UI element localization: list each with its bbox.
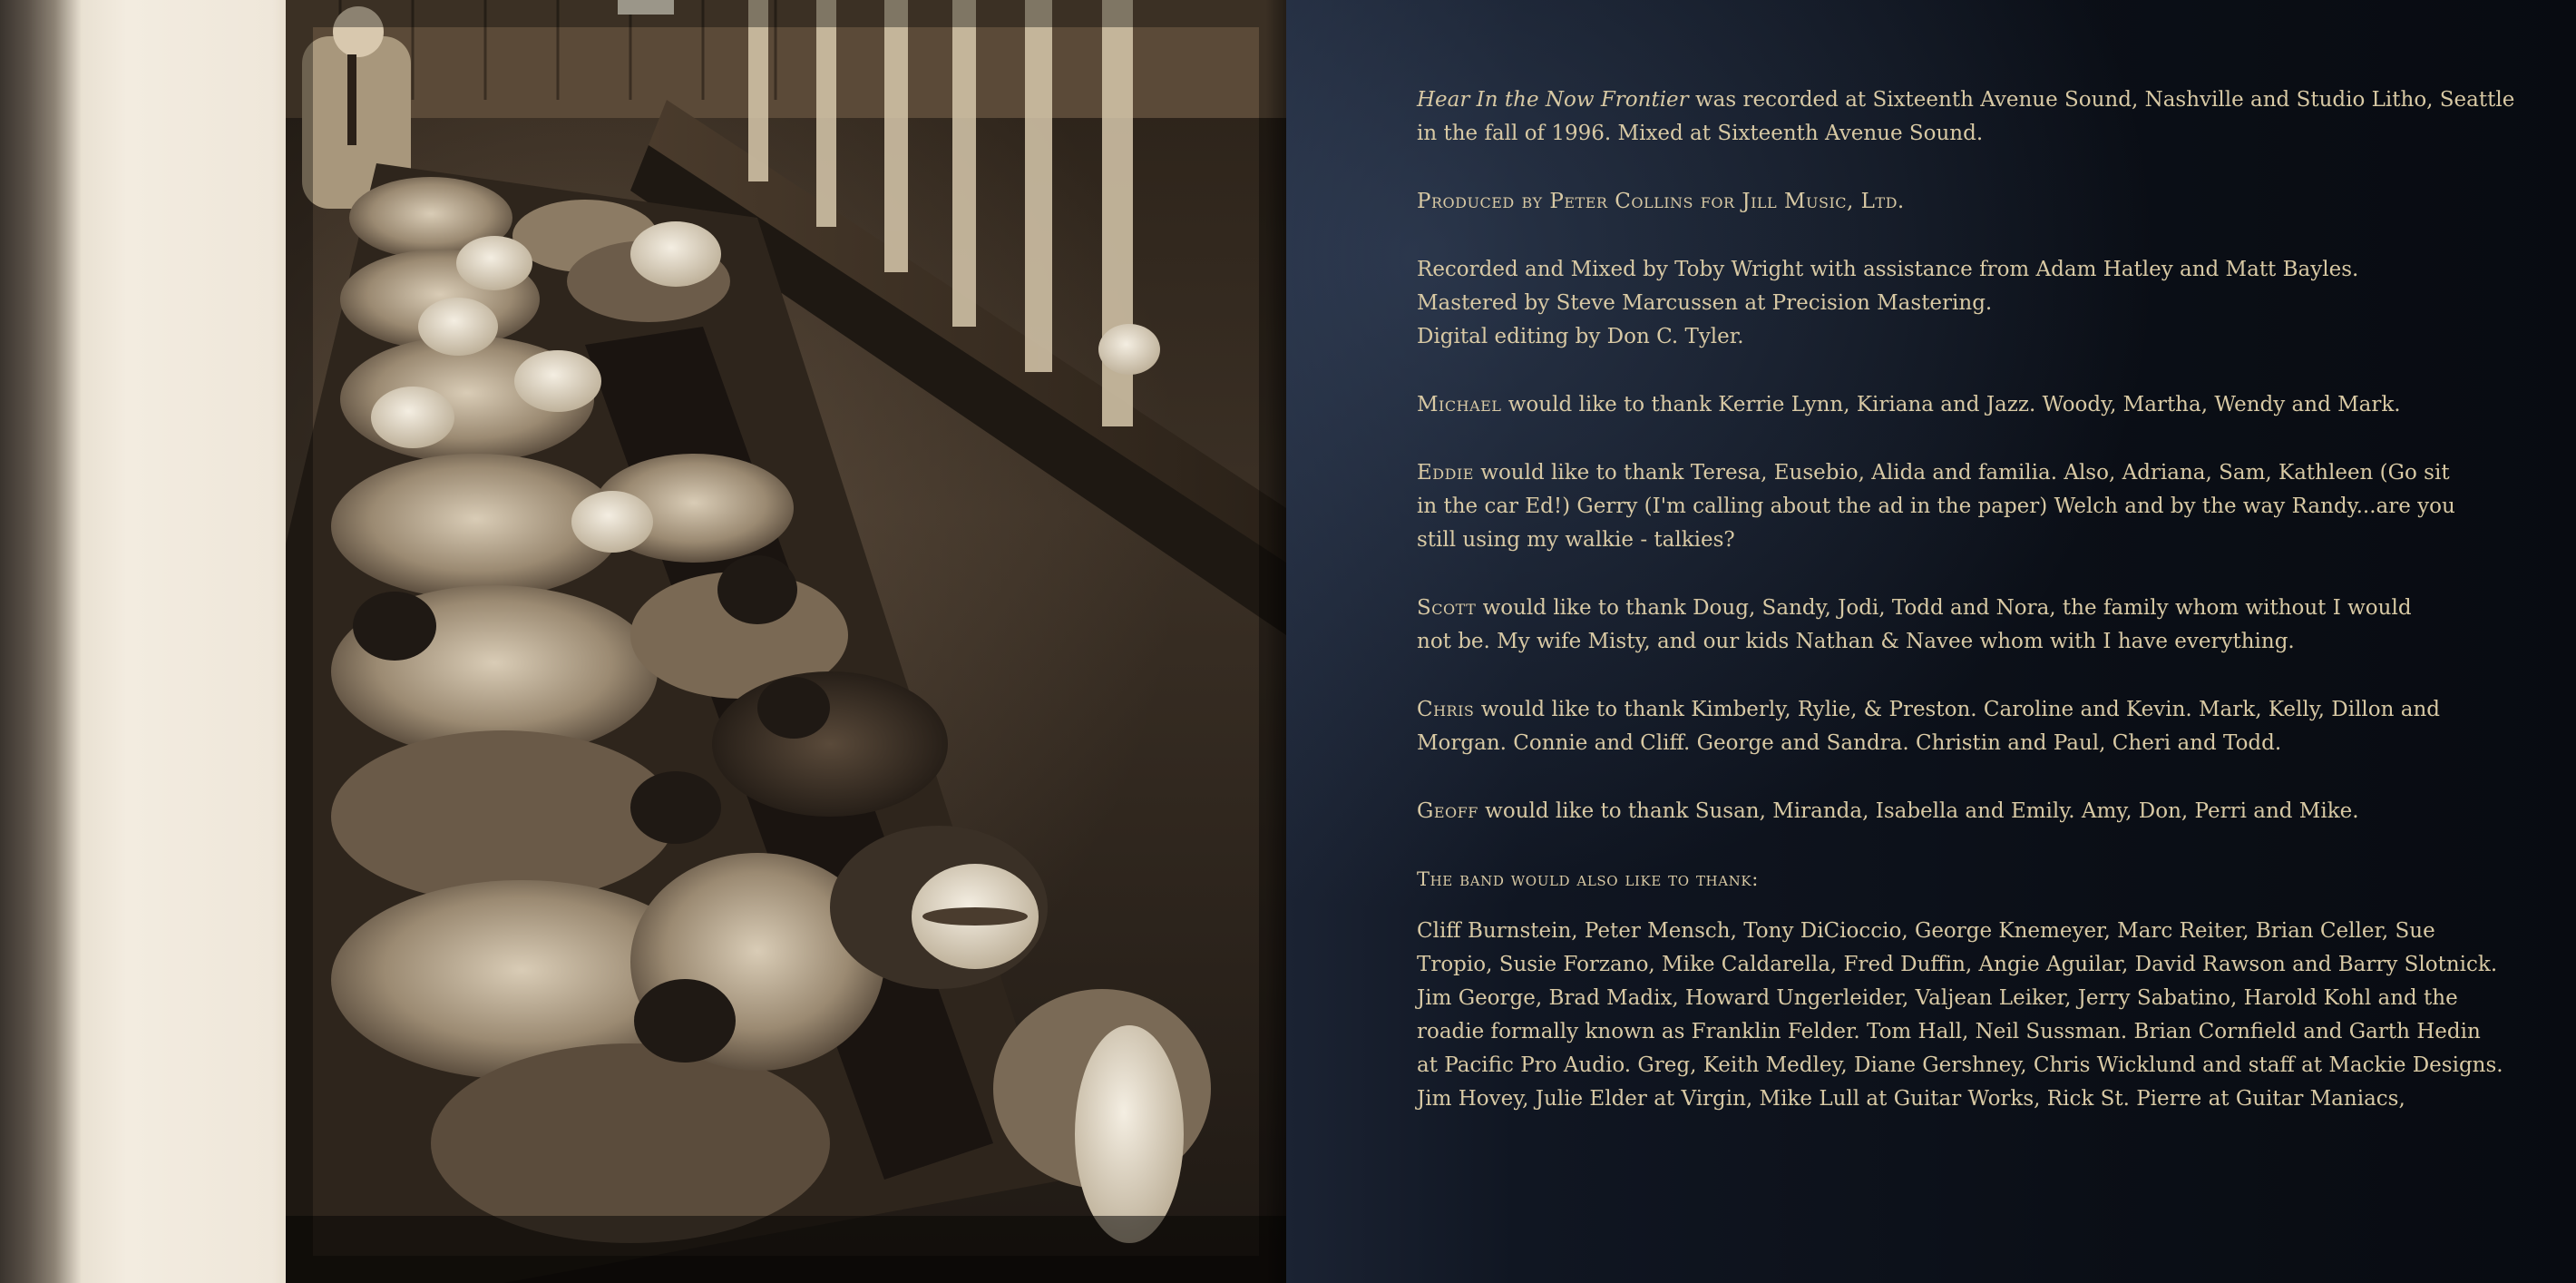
right-page: [1286, 0, 2576, 1283]
thanks-chris: [1417, 693, 2542, 760]
engineering-line-3: Digital editing by Don C. Tyler.: [1417, 325, 1744, 348]
sepia-crowd-photo: [286, 0, 1286, 1283]
member-name: Scott: [1417, 596, 1477, 620]
recording-text: was recorded at Sixteenth Avenue Sound, Nashville and Studio Litho, Seattle: [1688, 88, 2515, 112]
engineering-credits: [1417, 253, 2542, 354]
engineering-line-1: Recorded and Mixed by Toby Wright with assistance from Adam Hatley and Matt Bayles.: [1417, 258, 2359, 281]
thanks-text: would like to thank Kerrie Lynn, Kiriana and Jazz. Woody, Martha, Wendy and Mark.: [1501, 393, 2401, 416]
thanks-scott: [1417, 592, 2542, 659]
band-thanks-line: roadie formally known as Franklin Felder. Tom Hall, Neil Sussman. Brian Cornfield and Garth Hedin: [1417, 1020, 2481, 1043]
producer-credit: [1417, 185, 2542, 219]
thanks-michael: [1417, 388, 2542, 422]
recording-line-1: [1417, 83, 2542, 117]
photo-illustration: [286, 0, 1286, 1283]
thanks-text: would like to thank Doug, Sandy, Jodi, Todd and Nora, the family whom without I would: [1476, 596, 2412, 620]
member-name: Michael: [1417, 393, 1502, 416]
band-thanks-line: Jim George, Brad Madix, Howard Ungerleider, Valjean Leiker, Jerry Sabatino, Harold Kohl and the: [1417, 986, 2458, 1010]
band-thanks-line: at Pacific Pro Audio. Greg, Keith Medley, Diane Gershney, Chris Wicklund and staff at Mackie Designs.: [1417, 1053, 2503, 1077]
recording-info: [1417, 83, 2542, 151]
thanks-geoff: [1417, 795, 2542, 828]
liner-notes-credits: [1417, 83, 2542, 1151]
thanks-text: would like to thank Susan, Miranda, Isabella and Emily. Amy, Don, Perri and Mike.: [1478, 799, 2359, 823]
band-thanks-list: [1417, 915, 2542, 1116]
producer-line: Produced by Peter Collins for Jill Music, Ltd.: [1417, 190, 1905, 213]
album-title: Hear In the Now Frontier: [1417, 88, 1689, 112]
thanks-text: would like to thank Teresa, Eusebio, Alida and familia. Also, Adriana, Sam, Kathleen (Go sit: [1473, 461, 2450, 485]
recording-line-2: in the fall of 1996. Mixed at Sixteenth Avenue Sound.: [1417, 122, 1984, 145]
left-page: [0, 0, 1286, 1283]
band-thanks-heading-block: [1417, 863, 2542, 896]
thanks-text: still using my walkie - talkies?: [1417, 528, 1735, 552]
member-name: Chris: [1417, 698, 1475, 721]
member-name: Geoff: [1417, 799, 1478, 823]
band-thanks-line: Tropio, Susie Forzano, Mike Caldarella, Fred Duffin, Angie Aguilar, David Rawson and Barry Slotnick.: [1417, 953, 2498, 976]
band-thanks-line: Cliff Burnstein, Peter Mensch, Tony DiCioccio, George Knemeyer, Marc Reiter, Brian Celler, Sue: [1417, 919, 2435, 943]
thanks-eddie: [1417, 456, 2542, 557]
thanks-text: Morgan. Connie and Cliff. George and Sandra. Christin and Paul, Cheri and Todd.: [1417, 731, 2282, 755]
band-thanks-line: Jim Hovey, Julie Elder at Virgin, Mike Lull at Guitar Works, Rick St. Pierre at Guitar Maniacs,: [1417, 1087, 2405, 1111]
thanks-text: not be. My wife Misty, and our kids Nathan & Navee whom with I have everything.: [1417, 630, 2295, 653]
thanks-text: would like to thank Kimberly, Rylie, & Preston. Caroline and Kevin. Mark, Kelly, Dillon and: [1474, 698, 2440, 721]
member-name: Eddie: [1417, 461, 1474, 485]
band-thanks-heading: The band would also like to thank:: [1417, 868, 1759, 890]
engineering-line-2: Mastered by Steve Marcussen at Precision Mastering.: [1417, 291, 1993, 315]
thanks-text: in the car Ed!) Gerry (I'm calling about the ad in the paper) Welch and by the way Randy...are you: [1417, 495, 2455, 518]
